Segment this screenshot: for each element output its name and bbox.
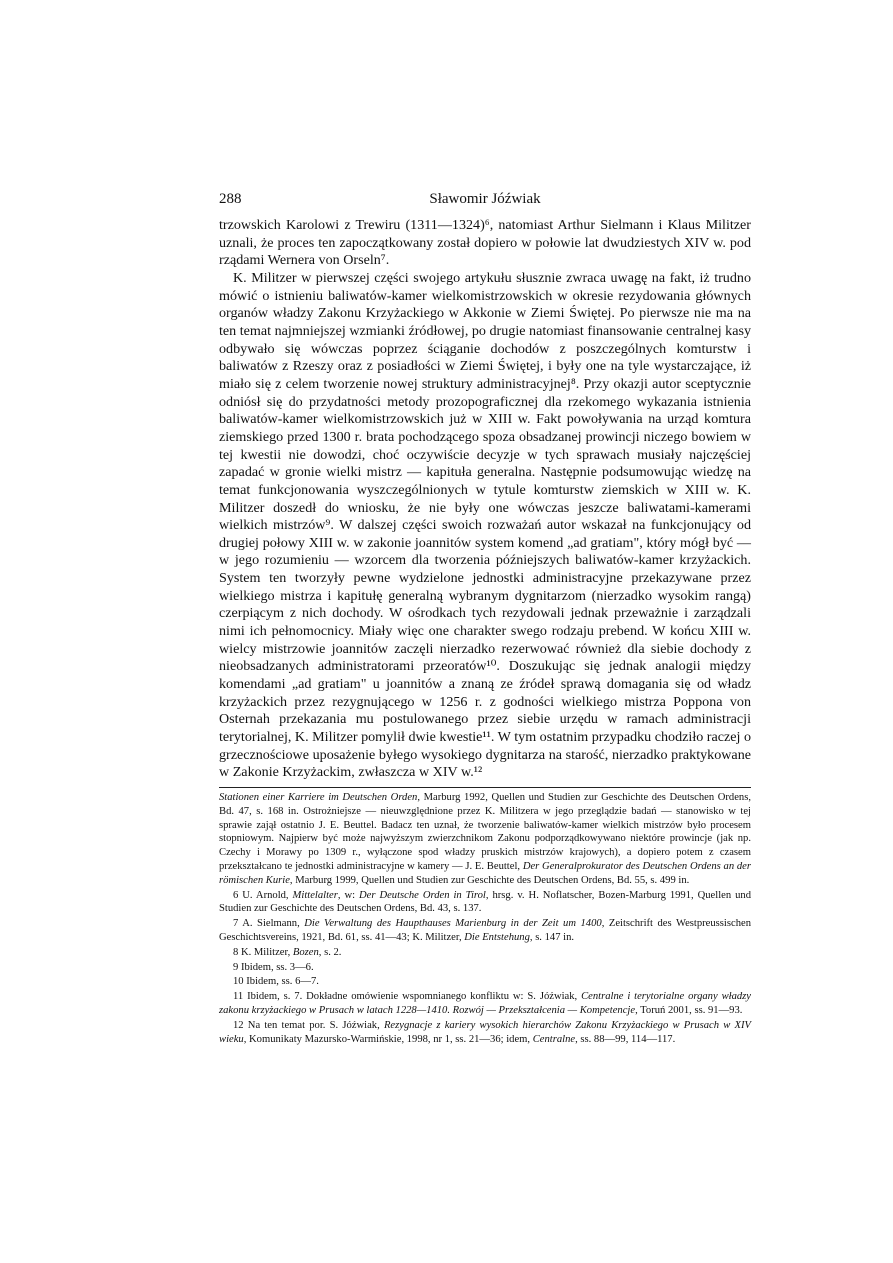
footnote-6	[219, 889, 751, 917]
fn7-text-c: , s. 147 in.	[529, 931, 575, 943]
footnote-continuation	[219, 791, 751, 888]
fn6-title-2: Der Deutsche Orden in Tirol	[359, 889, 486, 901]
fn11-title: Centralne i terytorialne organy władzy zakonu krzyżackiego w Prusach w latach 1228—1410. Rozwój — Przekształcenia — Kompetencje	[219, 991, 752, 1016]
fn6-text-a: 6 U. Arnold,	[233, 889, 293, 901]
fn6-title-1: Mittelalter	[292, 889, 338, 901]
fn-cont-text: , Marburg 1992, Quellen und Studien zur Geschichte des Deutschen Ordens, Bd. 47, s. 168 in. Ostrożniejsze — nieuwzględnione przez K. Militzera w jego przeglądzie badań — stanowisko w tej sprawie zajął ostatnio J. E. Beuttel. Badacz ten uznał, że tworzenie baliwatów-kamer wielkich mistrzów było procesem stopniowym. Najpierw być może najwyższym zwierzchnikom Zakonu podporządkowywano niektóre prowincje (jak np. Czechy i Morawy po 1309 r., wyłączone spod władzy pruskich mistrzów krajowych), a dopiero potem z czasem przekształcano te jednostki administracyjne w kamery — J. E. Beuttel,	[219, 792, 751, 872]
main-text	[219, 217, 751, 782]
footnote-11	[219, 990, 751, 1018]
fn7-text-b: , Zeitschrift des Westpreussischen Geschichtsvereins, 1921, Bd. 61, ss. 41—43; K. Militzer,	[219, 918, 751, 943]
footnote-separator	[219, 787, 751, 788]
fn12-title-1: Rezygnacje z kariery wysokich hierarchów Zakonu Krzyżackiego w Prusach w XIV wieku	[219, 1019, 752, 1045]
footnote-9: 9 Ibidem, ss. 3—6.	[233, 961, 314, 973]
running-head-author: Sławomir Jóźwiak	[429, 191, 541, 207]
fn11-text-a: 11 Ibidem, s. 7. Dokładne omówienie wspomnianego konfliktu w: S. Jóźwiak,	[233, 991, 582, 1003]
fn8-title: Bozen	[292, 946, 319, 958]
footnote-12	[219, 1019, 751, 1047]
fn8-text-b: , s. 2.	[318, 946, 342, 958]
page-header	[219, 191, 751, 213]
fn7-text-a: 7 A. Sielmann,	[233, 918, 305, 930]
fn7-title-1: Die Verwaltung des Haupthauses Marienburg in der Zeit um 1400	[304, 918, 602, 930]
paragraph-2: K. Militzer w pierwszej części swojego artykułu słusznie zwraca uwagę na fakt, iż trudno mówić o istnieniu baliwatów-kamer wielkomistrzowskich w okresie rezydowania głównych organów władzy Zakonu Krzyżackiego w Akkonie w Ziemi Świętej. Po pierwsze nie ma na ten temat najmniejszej wzmianki źródłowej, po drugie natomiast finansowanie centralnej kasy odbywało się wówczas poprzez ściąganie dochodów z poszczególnych komturstw i baliwatów z Rzeszy oraz z posiadłości w Ziemi Świętej, i były one na tyle wystarczające, iż miało się z celem tworzenie nowej struktury administracyjnej⁸. Przy okazji autor sceptycznie odniósł się do przydatności metody prozopograficznej dla rzekomego wykazania istnienia baliwatów-kamer wielkomistrzowskich już w XIII w. Fakt powoływania na urząd komtura ziemskiego przed 1300 r. brata pochodzącego spoza obsadzanej prowincji niczego bowiem w tej kwestii nie dowodzi, choć oczywiście decyzje w tych sprawach musiały najczęściej zapadać w gronie wielki mistrz — kapituła generalna. Następnie podsumowując wiedzę na temat funkcjonowania wyszczególnionych w tytule komturstw ziemskich w XIII w. K. Militzer doszedł do wniosku, że nie były one wówczas jeszcze baliwatami-kamerami wielkich mistrzów⁹. W dalszej części swoich rozważań autor wskazał na funkcjonujący od drugiej połowy XIII w. w zakonie joannitów system komend „ad gratiam", który mógł być — w jego rozumieniu — wzorcem dla tworzenia późniejszych baliwatów-kamer krzyżackich. System ten tworzyły pewne wydzielone jednostki administracyjne przekazywane przez wielkiego mistrza i kapitułę generalną wybranym dygnitarzom (nierzadko wysokim rangą) czerpiącym z nich dochody. W ośrodkach tych rezydowali jednak przeważnie i zarządzali nimi ich pełnomocnicy. Miały więc one charakter swego rodzaju prebend. W końcu XIII w. wielcy mistrzowie joannitów zaczęli nierzadko rezerwować również dla siebie dochody z nieobsadzanych administratorami przeoratów¹⁰. Doszukując się jednak analogii między komendami „ad gratiam" u joannitów a znaną ze źródeł sprawą domagania się od władz krzyżackich przez rezygnującego w 1256 r. z godności wielkiego mistrza Poppona von Osternah przekazania mu postulowanego przez siebie urzędu w ramach administracji terytorialnej, K. Militzer pomylił dwie kwestie¹¹. W tym ostatnim przypadku chodziło raczej o grzecznościowe uposażenie byłego wysokiego dygnitarza na starość, nierzadko praktykowane w Zakonie Krzyżackim, zwłaszcza w XIV w.¹²	[219, 269, 752, 781]
paragraph-1: trzowskich Karolowi z Trewiru (1311—1324)⁶, natomiast Arthur Sielmann i Klaus Militzer uznali, że proces ten zapoczątkowany został dopiero w połowie lat dwudziestych XIV w. pod rządami Wernera von Orseln⁷.	[219, 217, 751, 269]
page-number: 288	[219, 191, 242, 207]
fn-cont-title: Stationen einer Karriere im Deutschen Orden	[219, 792, 418, 803]
fn12-title-2: Centralne	[532, 1033, 576, 1045]
book-page	[219, 191, 751, 1046]
footnote-8	[219, 946, 751, 960]
fn12-text-a: 12 Na ten temat por. S. Jóźwiak,	[233, 1019, 384, 1031]
fn11-text-b: , Toruń 2001, ss. 91—93.	[635, 1004, 743, 1016]
fn7-title-2: Die Entstehung	[464, 931, 530, 943]
footnotes	[219, 791, 751, 1046]
fn8-text-a: 8 K. Militzer,	[233, 946, 293, 958]
fn12-text-b: , Komunikaty Mazursko-Warmińskie, 1998, nr 1, ss. 21—36; idem,	[243, 1033, 533, 1045]
footnote-10: 10 Ibidem, ss. 6—7.	[233, 976, 319, 988]
fn6-text-c: , hrsg. v. H. Noflatscher, Bozen-Marburg 1991, Quellen und Studien zur Geschichte des Deutschen Ordens, Bd. 43, s. 137.	[219, 889, 751, 915]
fn-cont-end: , Marburg 1999, Quellen und Studien zur Geschichte des Deutschen Ordens, Bd. 55, s. 499 in.	[289, 874, 690, 886]
fn-cont-title2: Der Generalprokurator des Deutschen Ordens an der römischen Kurie	[219, 860, 751, 886]
fn12-text-c: , ss. 88—99, 114—117.	[575, 1033, 676, 1045]
footnote-7	[219, 917, 751, 945]
fn6-text-b: , w:	[337, 889, 360, 901]
